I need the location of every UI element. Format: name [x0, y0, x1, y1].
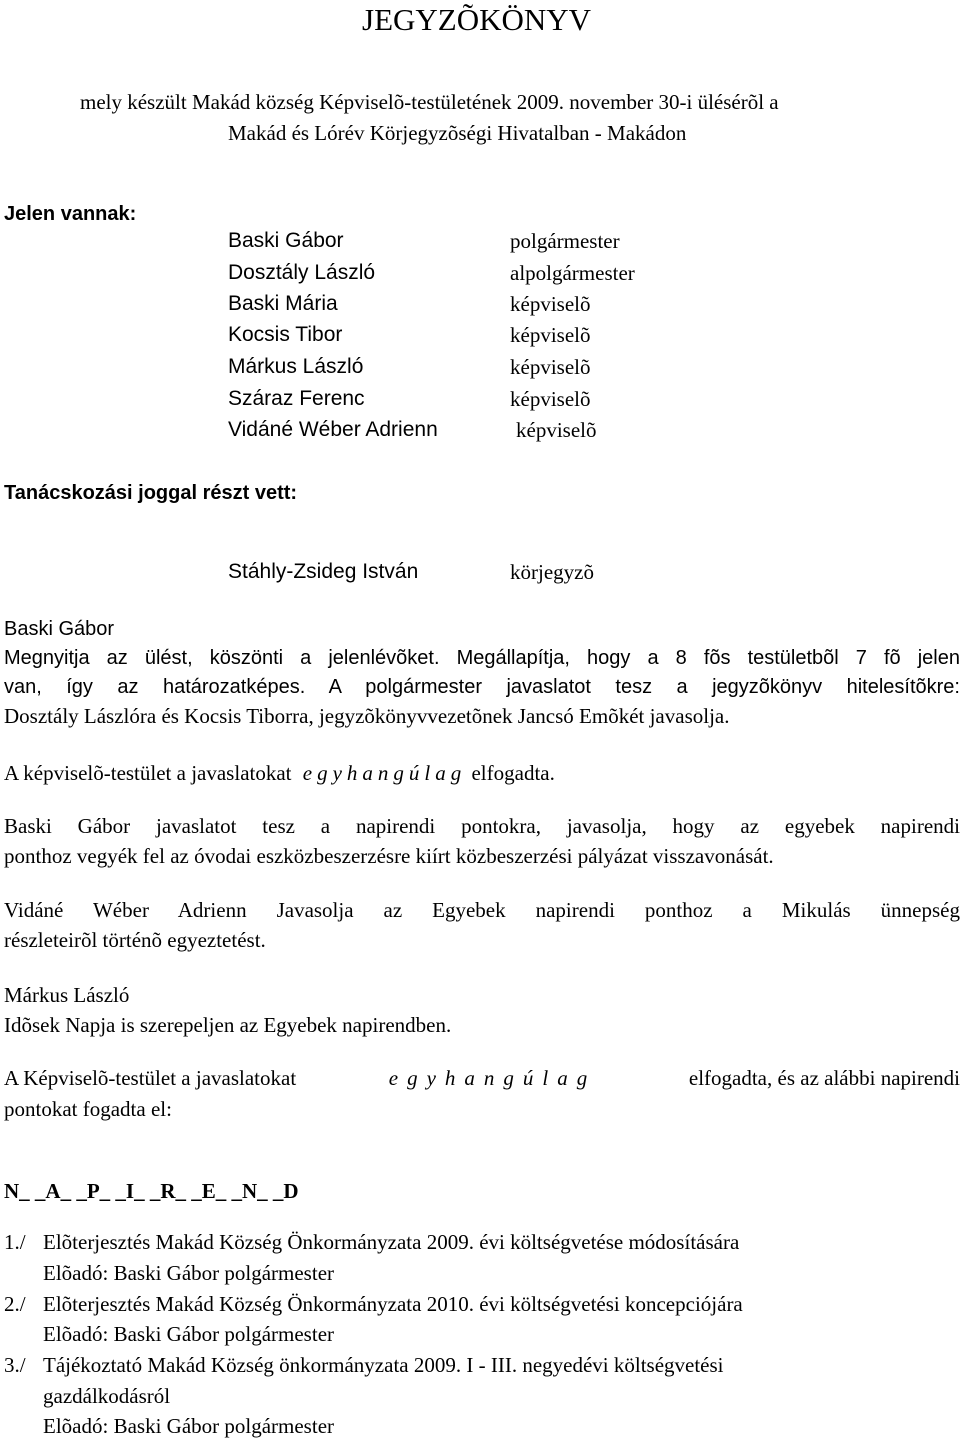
- member-role: polgármester: [510, 229, 620, 253]
- subtitle-line-2: Makád és Lórév Körjegyzõségi Hivatalban - Makádon: [228, 121, 687, 145]
- present-label: Jelen vannak:: [4, 203, 137, 225]
- member-role: alpolgármester: [510, 261, 635, 285]
- advisory-name: Stáhly-Zsideg István: [228, 560, 419, 583]
- opening-line-2: van, így az határozatképes. A polgármester javaslatot tesz a jegyzõkönyv hitelesítõkre:: [4, 676, 960, 698]
- opening-speaker: Baski Gábor: [4, 618, 115, 640]
- proposal2-line-1: Vidáné Wéber Adrienn Javasolja az Egyebek napirendi ponthoz a Mikulás ünnepség: [4, 898, 960, 922]
- proposal1-line-2: ponthoz vegyék fel az óvodai eszközbeszerzésre kiírt közbeszerzési pályázat visszavonását.: [4, 844, 774, 868]
- opening-line-3: Dosztály Lászlóra és Kocsis Tiborra, jegyzõkönyvvezetõnek Jancsó Emõkét javasolja.: [4, 704, 730, 728]
- proposal3-text: Idõsek Napja is szerepeljen az Egyebek napirendben.: [4, 1013, 452, 1037]
- member-name: Kocsis Tibor: [228, 323, 343, 346]
- agenda-heading: N_ _A_ _P_ _I_ _R_ _E_ _N_ _D: [4, 1179, 299, 1203]
- proposal3-speaker: Márkus László: [4, 983, 130, 1007]
- agenda-item-number: 2./: [4, 1292, 26, 1316]
- advisory-role: körjegyzõ: [510, 560, 594, 584]
- member-role: képviselõ: [510, 292, 591, 316]
- proposal2-line-2: részleteirõl történõ egyeztetést.: [4, 928, 266, 952]
- member-role: képviselõ: [510, 387, 591, 411]
- member-name: Márkus László: [228, 355, 364, 378]
- agenda-item-number: 1./: [4, 1230, 26, 1254]
- agenda-item-title-continued: gazdálkodásról: [43, 1384, 171, 1408]
- vote1-word: egyhangúlag: [302, 761, 467, 785]
- agenda-item-title: Elõterjesztés Makád Község Önkormányzata 2009. évi költségvetése módosítására: [43, 1230, 740, 1254]
- proposal1-line-1: Baski Gábor javaslatot tesz a napirendi pontokra, javasolja, hogy az egyebek napirendi: [4, 814, 960, 838]
- member-name: Dosztály László: [228, 261, 376, 284]
- vote2-line: [4, 1063, 960, 1093]
- member-name: Vidáné Wéber Adrienn: [228, 418, 438, 441]
- vote1-suffix: elfogadta.: [471, 761, 555, 785]
- agenda-item-presenter: Elõadó: Baski Gábor polgármester: [43, 1414, 335, 1438]
- member-role: képviselõ: [510, 355, 591, 379]
- member-role: képviselõ: [510, 323, 591, 347]
- vote1-prefix: A képviselõ-testület a javaslatokat: [4, 761, 292, 785]
- agenda-item-presenter: Elõadó: Baski Gábor polgármester: [43, 1322, 335, 1346]
- agenda-item-title: Elõterjesztés Makád Község Önkormányzata 2010. évi költségvetési koncepciójára: [43, 1292, 743, 1316]
- member-role: képviselõ: [516, 418, 597, 442]
- subtitle-line-1: mely készült Makád község Képviselõ-testületének 2009. november 30-i ülésérõl a: [80, 90, 779, 114]
- member-name: Baski Gábor: [228, 229, 344, 252]
- vote2-prefix: A Képviselõ-testület a javaslatokat: [4, 1066, 297, 1090]
- vote2-word: egyhangúlag: [388, 1066, 597, 1090]
- agenda-item-number: 3./: [4, 1353, 26, 1377]
- vote2-suffix: elfogadta, és az alábbi napirendi: [688, 1066, 960, 1090]
- opening-line-1: Megnyitja az ülést, köszönti a jelenlévõket. Megállapítja, hogy a 8 fõs testületbõl 7 fõ jelen: [4, 647, 960, 669]
- member-name: Száraz Ferenc: [228, 387, 365, 410]
- member-name: Baski Mária: [228, 292, 338, 315]
- vote1-line: [4, 758, 555, 788]
- agenda-item-title: Tájékoztató Makád Község önkormányzata 2009. I - III. negyedévi költségvetési: [43, 1353, 724, 1377]
- advisory-label: Tanácskozási joggal részt vett:: [4, 482, 298, 504]
- document-title: JEGYZÕKÖNYV: [362, 2, 592, 37]
- agenda-item-presenter: Elõadó: Baski Gábor polgármester: [43, 1261, 335, 1285]
- vote2-line-2: pontokat fogadta el:: [4, 1097, 172, 1121]
